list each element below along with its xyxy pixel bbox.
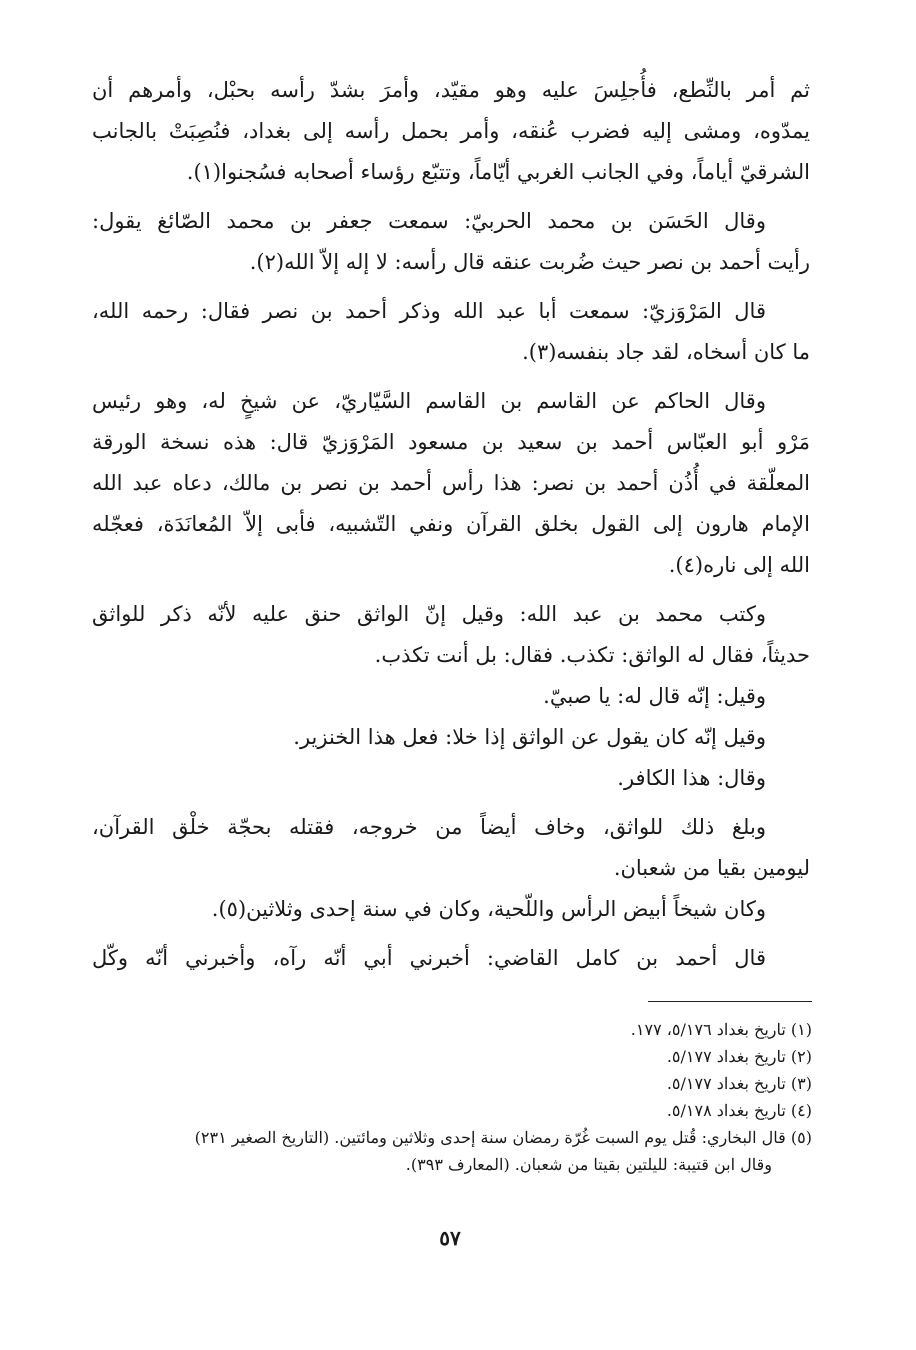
text-line: وقيل إنّه كان يقول عن الواثق إذا خلا: فعل هذا الخنزير. bbox=[293, 725, 766, 749]
text-line: ليومين بقيا من شعبان. bbox=[613, 856, 810, 880]
text-line: وقيل: إنّه قال له: يا صبيّ. bbox=[543, 684, 766, 708]
footnote: (٣) تاريخ بغداد ٥/١٧٧. bbox=[666, 1074, 812, 1093]
footnote: (٢) تاريخ بغداد ٥/١٧٧. bbox=[666, 1047, 812, 1066]
text-line: حديثاً، فقال له الواثق: تكذب. فقال: بل أنت تكذب. bbox=[374, 643, 810, 667]
footnote: (٥) قال البخاري: قُتل يوم السبت غُرّة رمضان سنة إحدى وثلاثين ومائتين. (التاريخ الصغير ٢٣١) bbox=[194, 1128, 812, 1147]
text-line: المعلّقة في أُذُن أحمد بن نصر: هذا رأس أحمد بن نصر بن مالك، دعاه عبد الله bbox=[92, 471, 810, 495]
text-line: وكتب محمد بن عبد الله: وقيل إنّ الواثق حنق عليه لأنّه ذكر للواثق bbox=[92, 602, 766, 626]
text-line: الشرقيّ أياماً، وفي الجانب الغربي أيّاماً، وتتبّع رؤساء أصحابه فسُجنوا(١). bbox=[186, 160, 810, 184]
text-line: وبلغ ذلك للواثق، وخاف أيضاً من خروجه، فقتله بحجّة خلْق القرآن، bbox=[92, 815, 766, 839]
footnote-divider bbox=[648, 1001, 812, 1002]
page-number: ٥٧ bbox=[439, 1226, 461, 1250]
text-line: قال أحمد بن كامل القاضي: أخبرني أبي أنّه رآه، وأخبرني أنّه وكّل bbox=[92, 946, 766, 970]
footnote-continuation: وقال ابن قتيبة: لليلتين بقيتا من شعبان. (المعارف ٣٩٣). bbox=[405, 1155, 772, 1174]
text-line: يمدّوه، ومشى إليه فضرب عُنقه، وأمر بحمل رأسه إلى بغداد، فنُصِبَتْ بالجانب bbox=[92, 119, 810, 143]
text-line: قال المَرْوَزيّ: سمعت أبا عبد الله وذكر أحمد بن نصر فقال: رحمه الله، bbox=[92, 299, 766, 323]
text-line: ثم أمر بالنِّطع، فأُجلِسَ عليه وهو مقيّد، وأمرَ بشدّ رأسه بحبْل، وأمرهم أن bbox=[92, 78, 810, 102]
footnote: (٤) تاريخ بغداد ٥/١٧٨. bbox=[666, 1101, 812, 1120]
text-line: رأيت أحمد بن نصر حيث ضُربت عنقه قال رأسه: لا إله إلاّ الله(٢). bbox=[249, 250, 810, 274]
text-line: وقال: هذا الكافر. bbox=[617, 766, 766, 790]
text-line: الله إلى ناره(٤). bbox=[668, 553, 810, 577]
text-line: مَرْو أبو العبّاس أحمد بن سعيد بن مسعود المَرْوَزيّ قال: هذه نسخة الورقة bbox=[92, 430, 810, 454]
text-line: ما كان أسخاه، لقد جاد بنفسه(٣). bbox=[522, 340, 810, 364]
main-text bbox=[92, 70, 810, 979]
text-line: وقال الحاكم عن القاسم بن القاسم السَّيّاريّ، عن شيخٍ له، وهو رئيس bbox=[92, 389, 766, 413]
text-line: الإمام هارون إلى القول بخلق القرآن ونفي التّشبيه، فأبى إلاّ المُعانَدَة، فعجّله bbox=[92, 512, 810, 536]
text-line: وكان شيخاً أبيض الرأس واللّحية، وكان في سنة إحدى وثلاثين(٥). bbox=[211, 897, 766, 921]
footnote: (١) تاريخ بغداد ٥/١٧٦، ١٧٧. bbox=[630, 1020, 812, 1039]
text-line: وقال الحَسَن بن محمد الحربيّ: سمعت جعفر بن محمد الصّائغ يقول: bbox=[92, 209, 766, 233]
footnotes bbox=[80, 1016, 812, 1178]
